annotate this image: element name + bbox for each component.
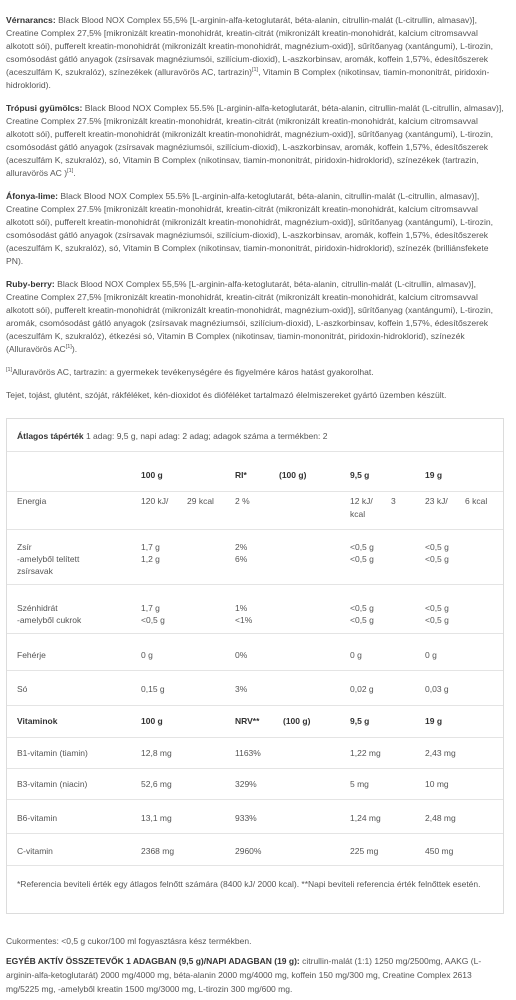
- flavor-ingredients-tail: ).: [71, 344, 78, 354]
- col-header-ri: RI*: [235, 470, 247, 480]
- vitamin-9g: 5 mg: [350, 779, 369, 789]
- row-label: Zsír: [17, 542, 32, 552]
- footnote-marker: [1]: [67, 168, 74, 175]
- vitamin-19g: 2,43 mg: [425, 748, 456, 758]
- col-header-19g: 19 g: [425, 470, 443, 480]
- ingredients-section: [6, 14, 506, 412]
- table-divider: [7, 737, 503, 738]
- table-divider: [7, 865, 503, 866]
- energy-9g-kj: 12 kJ/: [350, 496, 373, 506]
- bottom-notes: [6, 934, 506, 996]
- sugar-100g: <0,5 g: [141, 615, 165, 625]
- row-sublabel: -amelyből telített: [17, 554, 80, 564]
- flavor-ingredients: Black Blood NOX Complex 55,5% [L-arginin-alfa-ketoglutarát, béta-alanin, citrullin-malát (L-citrullin, almasav)], Creatine Complex 27,5% [mikronizált kreatin-monohidrát, kreatin-citrát (mikronizált kreatin-monohidrát, kalcium citromsavval alkotott sói), pufferelt kreatin-monohidrát (mikronizált kreatin-monohidrát, magnézium-oxid)], sűrítőanyag (xantángumi), L-tirozin, aromák, csomósodást gátló anyagok (zsírsavak magnéziumsói, szilícium-dioxid), L-aszkorbinsav, koffein 1,57%, édesítőszerek (aceszulfám K, szukralóz), étkezési só, Vitamin B Complex (nikotinsav, tiamin-mononitrát, piridoxin-hidroklorid), színezék (Alluravörös AC: [6, 279, 494, 354]
- sugar-19g: <0,5 g: [425, 615, 449, 625]
- vitamin-9g: 225 mg: [350, 846, 379, 856]
- allergen-note: Tejet, tojást, glutént, szóját, rákféléket, kén-dioxidot és dióféléket tartalmazó élelmiszereket gyártó üzemben készült.: [6, 390, 447, 400]
- active-ingredients: [6, 954, 506, 996]
- flavor-ingredients: Black Blood NOX Complex 55.5% [L-arginin-alfa-ketoglutarát, béta-alanin, citrullin-malát (L-citrullin, almasav)], Creatine Complex 27.5% [mikronizált kreatin-monohidrát, kreatin-citrát (mikronizált kreatin-monohidrát, kalcium citromsavval alkotott sói), pufferelt kreatin-monohidrát (mikronizált kreatin-monohidrát, magnézium-oxid)], sűrítőanyag (xantángumi), L-tirozin, csomósodást gátló anyagok (zsírsavak magnéziumsói, szilícium-dioxid), L-aszkorbinsav, aromák, koffein 1,57%, édesítőszerek (aceszulfám K, szukralóz), só, Vitamin B Complex (nikotinsav, tiamin-mononitrát, piridoxin-hidroklorid), színezékek (tartrazin, alluravörös AC ): [6, 103, 504, 178]
- saturated-9g: <0,5 g: [350, 554, 374, 564]
- vitamin-nrv: 329%: [235, 779, 257, 789]
- table-divider: [7, 799, 503, 800]
- table-divider: [7, 768, 503, 769]
- vitamin-9g: 1,22 mg: [350, 748, 381, 758]
- col-header-ri-100g: (100 g): [279, 470, 307, 480]
- flavor-name: Áfonya-lime:: [6, 191, 59, 201]
- saturated-100g: 1,2 g: [141, 554, 160, 564]
- fat-100g: 1,7 g: [141, 542, 160, 552]
- carb-19g: <0,5 g: [425, 603, 449, 613]
- vitamin-19g: 2,48 mg: [425, 813, 456, 823]
- active-text: citrullin-malát (1:1) 1250 mg/2500mg, AAKG (L-arginin-alfa-ketoglutarát) 2000 mg/4000 mg, béta-alanin 2000 mg/4000 mg, koffein 150 mg/300 mg, Creatine Complex 2613 mg/5225 mg, -amelyből kreatin 1500 mg/3000 mg, L-tirozin 300 mg/600 mg.: [6, 956, 482, 994]
- table-divider: [7, 491, 503, 492]
- vitamin-19g: 450 mg: [425, 846, 454, 856]
- nutrition-table: [6, 418, 504, 914]
- table-divider: [7, 705, 503, 706]
- flavor-name: Vérnarancs:: [6, 15, 56, 25]
- vitamin-100g: 12,8 mg: [141, 748, 172, 758]
- row-sublabel: -amelyből cukrok: [17, 615, 82, 625]
- energy-kcal: 29 kcal: [187, 496, 214, 506]
- row-label: Szénhidrát: [17, 603, 58, 613]
- vitamin-header-19g: 19 g: [425, 716, 443, 726]
- table-divider: [7, 529, 503, 530]
- vitamin-header-label: Vitaminok: [17, 716, 58, 726]
- row-label: Fehérje: [17, 650, 46, 660]
- colorant-warning: [6, 366, 506, 379]
- row-label: Energia: [17, 496, 47, 506]
- energy-9g-unit: kcal: [350, 509, 366, 519]
- energy-kj: 120 kJ/: [141, 496, 169, 506]
- vitamin-nrv: 1163%: [235, 748, 261, 758]
- protein-9g: 0 g: [350, 650, 362, 660]
- vitamin-name: B3-vitamin (niacin): [17, 779, 88, 789]
- flavor-paragraph-ruby: [6, 278, 506, 356]
- protein-100g: 0 g: [141, 650, 153, 660]
- sugar-ri: <1%: [235, 615, 253, 625]
- table-divider: [7, 670, 503, 671]
- energy-ri: 2 %: [235, 496, 250, 506]
- footnote-marker: [1]: [251, 67, 259, 74]
- saturated-ri: 6%: [235, 554, 248, 564]
- vitamin-100g: 2368 mg: [141, 846, 175, 856]
- table-divider: [7, 451, 503, 452]
- flavor-paragraph-tropusi: [6, 102, 506, 180]
- flavor-ingredients-tail: , Vitamin B Complex (nikotinsav, tiamin-mononitrát, piridoxin-hidroklorid).: [6, 67, 490, 90]
- salt-ri: 3%: [235, 684, 248, 694]
- warning-text: Alluravörös AC, tartrazin: a gyermekek tevékenységére és figyelmére káros hatást gyakorolhat.: [12, 367, 374, 377]
- carb-ri: 1%: [235, 603, 248, 613]
- protein-19g: 0 g: [425, 650, 437, 660]
- flavor-ingredients: Black Blood NOX Complex 55,5% [L-arginin-alfa-ketoglutarát, béta-alanin, citrullin-malát (L-citrullin, almasav)], Creatine Complex 27,5% [mikronizált kreatin-monohidrát, kreatin-citrát (mikronizált kreatin-monohidrát, kalcium citromsavval alkotott sói), pufferelt kreatin-monohidrát (mikronizált kreatin-monohidrát, magnézium-oxid)], sűrítőanyag (xantángumi), L-tirozin, csomósodást gátló anyagok (zsírsavak magnéziumsói, szilícium-dioxid), L-aszkorbinsav, aromák, koffein 1,57%, édesítőszerek (aceszulfám K, szukralóz), színezékek (alluravörös AC, tartrazin): [6, 15, 494, 77]
- serving-label: Átlagos tápérték: [17, 431, 84, 441]
- vitamin-100g: 13,1 mg: [141, 813, 172, 823]
- serving-text: 1 adag: 9,5 g, napi adag: 2 adag; adagok száma a termékben: 2: [83, 431, 328, 441]
- carb-100g: 1,7 g: [141, 603, 160, 613]
- vitamin-header-nrv: NRV**: [235, 716, 260, 726]
- col-header-9g: 9,5 g: [350, 470, 370, 480]
- protein-ri: 0%: [235, 650, 248, 660]
- footnote-marker: [1]: [6, 367, 13, 374]
- serving-info: [17, 430, 327, 443]
- active-label: EGYÉB AKTÍV ÖSSZETEVŐK 1 ADAGBAN (9,5 g)/NAPI ADAGBAN (19 g):: [6, 956, 300, 966]
- table-divider: [7, 633, 503, 634]
- flavor-ingredients: Black Blood NOX Complex 55.5% [L-arginin-alfa-ketoglutarát, béta-alanin, citrullin-malát (L-citrullin, almasav)], Creatine Complex 27.5% [mikronizált kreatin-monohidrát, kreatin-citrát (mikronizált kreatin-monohidrát, kalcium citromsavval alkotott sói), pufferelt kreatin-monohidrát (mikronizált kreatin-monohidrát, magnézium-oxid)], sűrítőanyag (xantángumi), L-tirozin, csomósodást gátló anyagok (zsírsavak magnéziumsói, szilícium-dioxid), L-aszkorbinsav, aromák, koffein 1,57%, édesítőszerek (aceszulfám K, szukralóz), só, Vitamin B Complex (nikotinsav, tiamin-mononitrát, piridoxin-hidroklorid), színezék (brilliánsfekete PN).: [6, 191, 494, 266]
- row-sublabel: zsírsavak: [17, 566, 53, 576]
- row-label: Só: [17, 684, 28, 694]
- carb-9g: <0,5 g: [350, 603, 374, 613]
- energy-9g-kcal: 3: [391, 496, 396, 506]
- vitamin-name: B6-vitamin: [17, 813, 58, 823]
- vitamin-header-9g: 9,5 g: [350, 716, 370, 726]
- table-divider: [7, 833, 503, 834]
- fat-ri: 2%: [235, 542, 248, 552]
- vitamin-100g: 52,6 mg: [141, 779, 172, 789]
- vitamin-nrv: 2960%: [235, 846, 262, 856]
- salt-19g: 0,03 g: [425, 684, 449, 694]
- reference-footnote: *Referencia beviteli érték egy átlagos felnőtt számára (8400 kJ/ 2000 kcal). **Napi beviteli referencia érték felnőttek esetén.: [17, 879, 481, 889]
- fat-19g: <0,5 g: [425, 542, 449, 552]
- saturated-19g: <0,5 g: [425, 554, 449, 564]
- footnote-marker: [1]: [65, 344, 72, 351]
- vitamin-name: B1-vitamin (tiamin): [17, 748, 88, 758]
- energy-19g-kj: 23 kJ/: [425, 496, 448, 506]
- sugar-9g: <0,5 g: [350, 615, 374, 625]
- vitamin-header-nrv-100g: (100 g): [283, 716, 311, 726]
- vitamin-name: C-vitamin: [17, 846, 53, 856]
- flavor-paragraph-vernarancs: [6, 14, 506, 92]
- salt-9g: 0,02 g: [350, 684, 374, 694]
- vitamin-nrv: 933%: [235, 813, 257, 823]
- flavor-paragraph-afonya: [6, 190, 506, 268]
- fat-9g: <0,5 g: [350, 542, 374, 552]
- energy-19g-kcal: 6 kcal: [465, 496, 488, 506]
- table-divider: [7, 584, 503, 585]
- sugar-free-note: Cukormentes: <0,5 g cukor/100 ml fogyasztásra kész termékben.: [6, 936, 252, 946]
- vitamin-header-100g: 100 g: [141, 716, 163, 726]
- flavor-name: Ruby-berry:: [6, 279, 55, 289]
- vitamin-9g: 1,24 mg: [350, 813, 381, 823]
- flavor-ingredients-tail: .: [73, 168, 76, 178]
- vitamin-19g: 10 mg: [425, 779, 449, 789]
- flavor-name: Trópusi gyümölcs:: [6, 103, 83, 113]
- salt-100g: 0,15 g: [141, 684, 165, 694]
- col-header-100g: 100 g: [141, 470, 163, 480]
